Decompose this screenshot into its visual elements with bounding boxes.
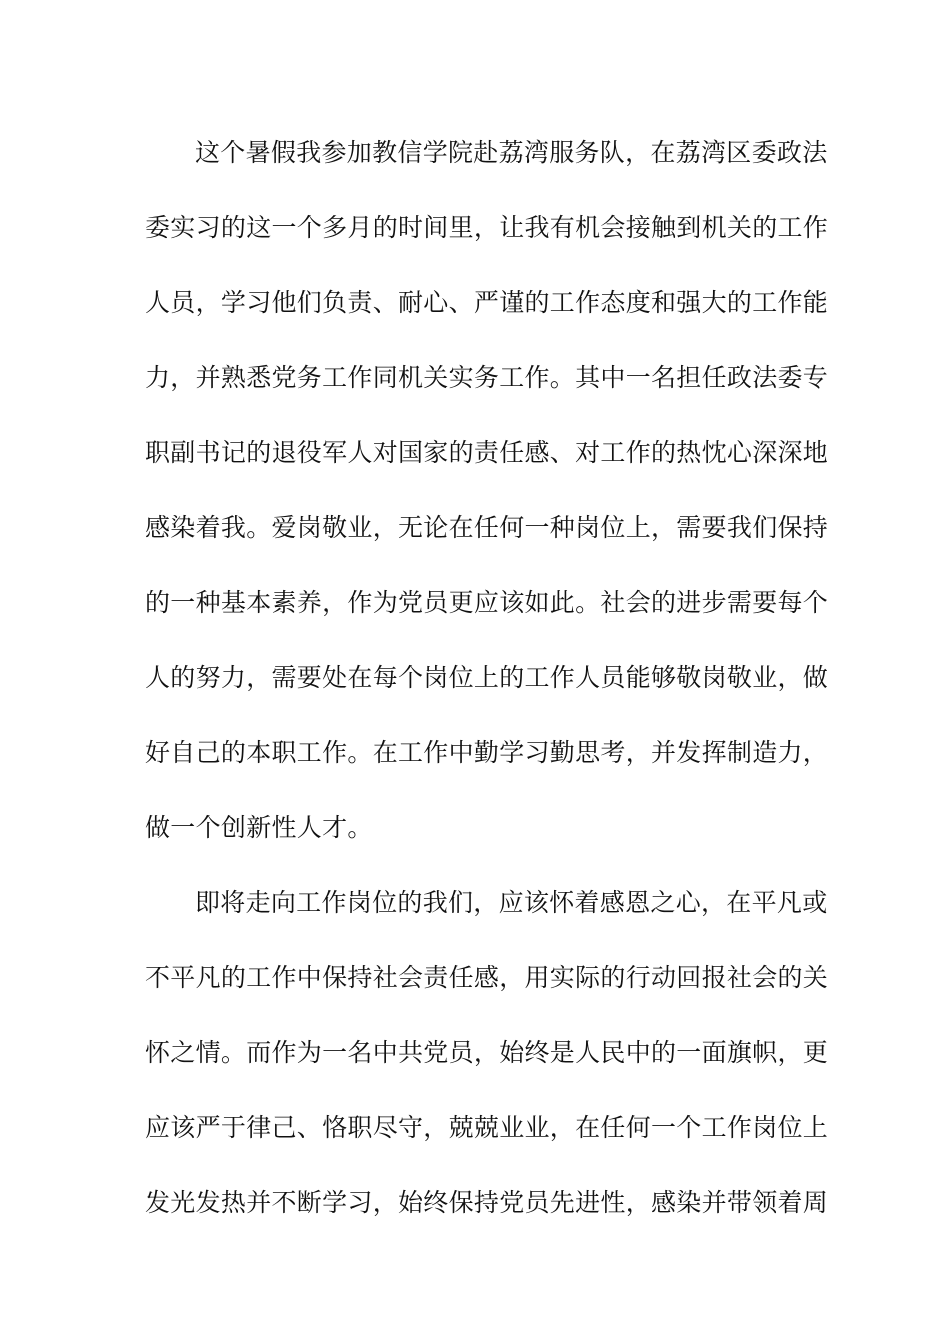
paragraph-line: 的一种基本素养，作为党员更应该如此。社会的进步需要每个 <box>145 588 829 617</box>
paragraph-line: 不平凡的工作中保持社会责任感，用实际的行动回报社会的关 <box>145 963 829 992</box>
paragraph-line: 委实习的这一个多月的时间里，让我有机会接触到机关的工作 <box>145 213 829 242</box>
paragraph-2 <box>145 878 829 1253</box>
paragraph-line: 怀之情。而作为一名中共党员，始终是人民中的一面旗帜，更 <box>145 1038 829 1067</box>
paragraph-line: 做一个创新性人才。 <box>145 813 373 842</box>
paragraph-line: 人的努力，需要处在每个岗位上的工作人员能够敬岗敬业，做 <box>145 663 829 692</box>
paragraph-line: 好自己的本职工作。在工作中勤学习勤思考，并发挥制造力， <box>145 738 829 767</box>
paragraph-line: 这个暑假我参加教信学院赴荔湾服务队，在荔湾区委政法 <box>195 138 828 167</box>
paragraph-line: 应该严于律己、恪职尽守，兢兢业业，在任何一个工作岗位上 <box>145 1113 829 1142</box>
document-body <box>145 128 829 1253</box>
paragraph-line: 感染着我。爱岗敬业，无论在任何一种岗位上，需要我们保持 <box>145 513 829 542</box>
paragraph-1 <box>145 128 829 878</box>
paragraph-line: 职副书记的退役军人对国家的责任感、对工作的热忱心深深地 <box>145 438 829 467</box>
paragraph-line: 人员，学习他们负责、耐心、严谨的工作态度和强大的工作能 <box>145 288 829 317</box>
paragraph-line: 力，并熟悉党务工作同机关实务工作。其中一名担任政法委专 <box>145 363 829 392</box>
paragraph-line: 即将走向工作岗位的我们，应该怀着感恩之心，在平凡或 <box>195 888 828 917</box>
paragraph-line: 发光发热并不断学习，始终保持党员先进性，感染并带领着周 <box>145 1188 829 1217</box>
